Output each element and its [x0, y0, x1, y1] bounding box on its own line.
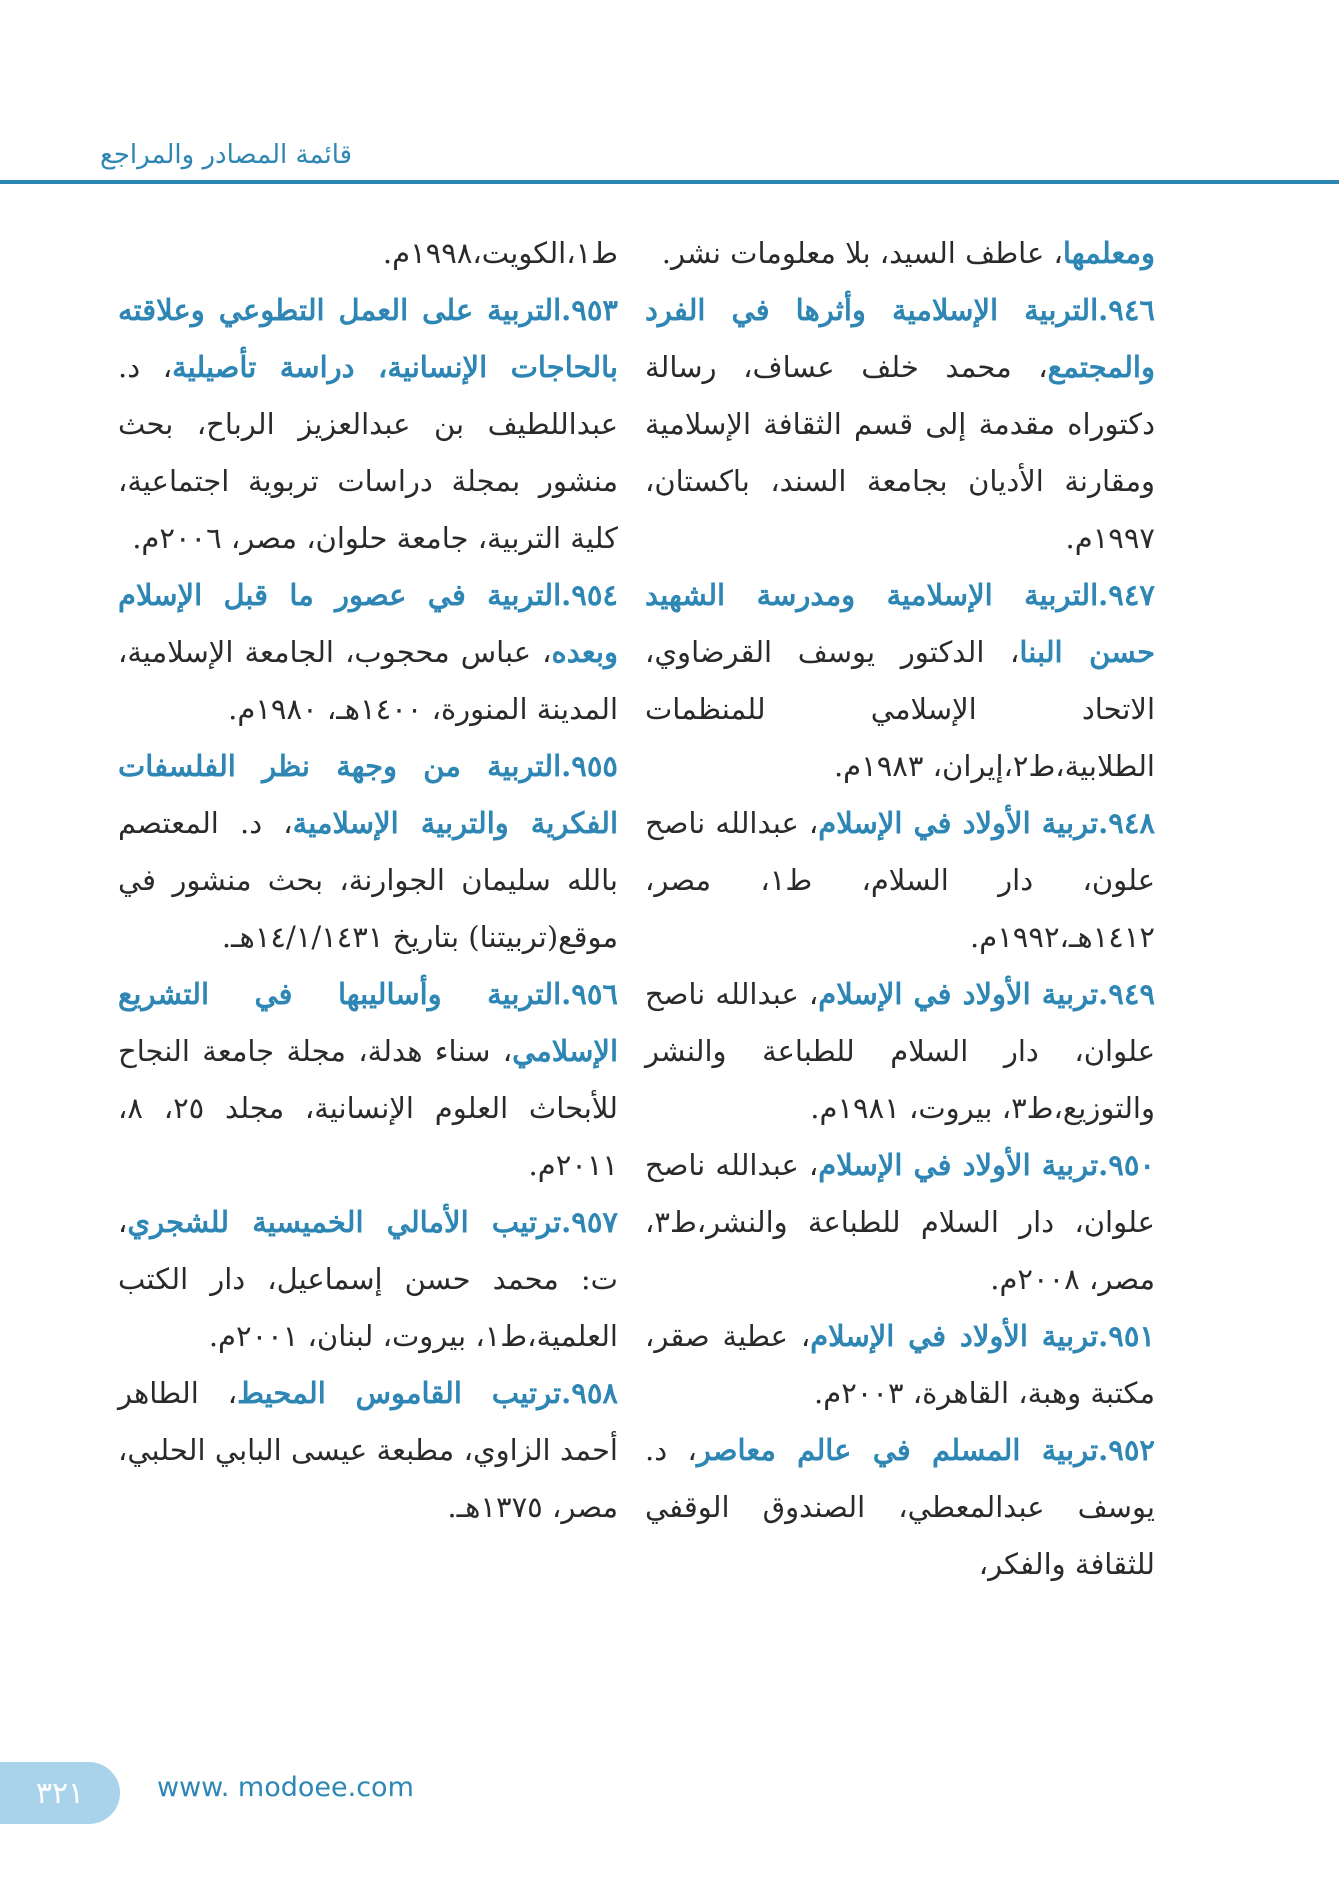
bibliography-entry: ٩٥٥.التربية من وجهة نظر الفلسفات الفكرية والتربية الإسلامية، د. المعتصم بالله سليمان الجوارنة، بحث منشور في موقع(تربيتنا) بتاريخ ١٤/١/١٤٣١هـ. — [118, 749, 618, 954]
bibliography-column-left — [118, 225, 618, 1536]
bibliography-entry: ٩٤٨.تربية الأولاد في الإسلام، عبدالله ناصح علون، دار السلام، ط١، مصر، ١٤١٢هـ،١٩٩٢م. — [645, 806, 1156, 954]
header-divider — [0, 180, 1339, 184]
bibliography-entry: ٩٥٦.التربية وأساليبها في التشريع الإسلامي، سناء هدلة، مجلة جامعة النجاح للأبحاث العلوم الإنسانية، مجلد ٢٥، ٨، ٢٠١١م. — [118, 977, 619, 1182]
bibliography-entry: ٩٥٤.التربية في عصور ما قبل الإسلام وبعده، عباس محجوب، الجامعة الإسلامية، المدينة المنورة، ١٤٠٠هـ، ١٩٨٠م. — [118, 578, 618, 726]
page-number-badge: ٣٢١ — [0, 1762, 120, 1824]
bibliography-entry: ط١،الكويت،١٩٩٨م. — [382, 236, 618, 270]
bibliography-entry: ٩٥٨.ترتيب القاموس المحيط، الطاهر أحمد الزاوي، مطبعة عيسى البابي الحلبي، مصر، ١٣٧٥هـ. — [118, 1376, 618, 1524]
bibliography-entry: ٩٥٠.تربية الأولاد في الإسلام، عبدالله ناصح علوان، دار السلام للطباعة والنشر،ط٣، مصر، ٢٠٠٨م. — [645, 1148, 1155, 1296]
bibliography-entry: ٩٥١.تربية الأولاد في الإسلام، عطية صقر، مكتبة وهبة، القاهرة، ٢٠٠٣م. — [645, 1319, 1156, 1410]
bibliography-entry: ٩٤٧.التربية الإسلامية ومدرسة الشهيد حسن البنا، الدكتور يوسف القرضاوي، الاتحاد الإسلامي للمنظمات الطلابية،ط٢،إيران، ١٩٨٣م. — [645, 578, 1155, 783]
bibliography-entry: ٩٤٦.التربية الإسلامية وأثرها في الفرد والمجتمع، محمد خلف عساف، رسالة دكتوراه مقدمة إلى قسم الثقافة الإسلامية ومقارنة الأديان بجامعة السند، باكستان، ١٩٩٧م. — [645, 293, 1155, 555]
bibliography-entry: ٩٤٩.تربية الأولاد في الإسلام، عبدالله ناصح علوان، دار السلام للطباعة والنشر والتوزيع،ط٣، بيروت، ١٩٨١م. — [645, 977, 1155, 1125]
bibliography-entry: ومعلمها، عاطف السيد، بلا معلومات نشر. — [661, 236, 1155, 270]
bibliography-entry: ٩٥٣.التربية على العمل التطوعي وعلاقته بالحاجات الإنسانية، دراسة تأصيلية، د. عبداللطيف بن عبدالعزيز الرباح، بحث منشور بمجلة دراسات تربوية اجتماعية، كلية التربية، جامعة حلوان، مصر، ٢٠٠٦م. — [118, 293, 618, 555]
footer-website-link[interactable]: www. modoee.com — [157, 1772, 414, 1803]
bibliography-entry: ٩٥٢.تربية المسلم في عالم معاصر، د. يوسف عبدالمعطي، الصندوق الوقفي للثقافة والفكر، — [645, 1433, 1155, 1581]
bibliography-entry: ٩٥٧.ترتيب الأمالي الخميسية للشجري، ت: محمد حسن إسماعيل، دار الكتب العلمية،ط١، بيروت، لبنان، ٢٠٠١م. — [118, 1205, 618, 1353]
bibliography-column-right — [645, 225, 1155, 1593]
running-header: قائمة المصادر والمراجع — [100, 140, 353, 170]
